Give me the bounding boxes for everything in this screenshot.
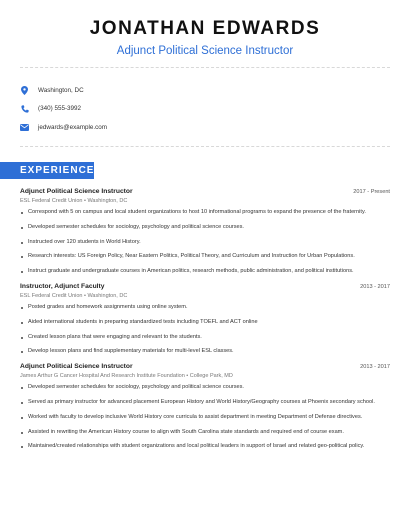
- contact-email[interactable]: [20, 118, 107, 136]
- bullet-item: Correspond with 5 on campus and local student organizations to host 10 informational programs to expand the presence of the fraternity.: [20, 209, 390, 217]
- contact-block: [20, 81, 107, 137]
- job-header: [20, 363, 390, 370]
- job-header: [20, 188, 390, 195]
- job-organization: ESL Federal Credit Union • Washington, DC: [20, 198, 128, 204]
- job-title: Instructor, Adjunct Faculty: [20, 282, 105, 290]
- job-title: Adjunct Political Science Instructor: [20, 363, 133, 371]
- phone-icon: [20, 104, 29, 113]
- bullet-item: Research interests: US Foreign Policy, Near Eastern Politics, Political Theory, and Curriculum and Instruction for Urban Populations.: [20, 253, 390, 261]
- bullet-item: Served as primary instructor for advanced placement European History and World History/Geography courses at Phoenix secondary school.: [20, 399, 390, 407]
- bullet-item: Worked with faculty to develop inclusive World History core curricula to assist department in meeting Department of Defense directives.: [20, 414, 390, 422]
- job-organization: James Arthur G Cancer Hospital And Research Institute Foundation • College Park, MD: [20, 373, 233, 380]
- bullet-item: Instructed over 120 students in World History.: [20, 239, 390, 247]
- location-text: Washington, DC: [38, 86, 84, 94]
- email-text[interactable]: jedwards@example.com: [38, 123, 108, 131]
- bullet-item: Instruct graduate and undergraduate courses in American politics, research methods, public administration, and political institutions.: [20, 268, 390, 276]
- job-dates: 2013 - 2017: [360, 283, 390, 290]
- contact-divider: [20, 146, 390, 147]
- job-entry: [20, 283, 390, 356]
- job-dates: 2017 - Present: [353, 189, 390, 195]
- resume-header: [0, 0, 410, 58]
- job-title: Adjunct Political Science Instructor: [20, 188, 133, 195]
- bullet-item: Aided international students in preparing standardized tests including TOEFL and ACT online: [20, 319, 390, 327]
- experience-heading: EXPERIENCE: [20, 165, 95, 176]
- job-bullets: [20, 209, 390, 276]
- candidate-name: JONATHAN EDWARDS: [89, 18, 321, 39]
- contact-phone: [20, 100, 107, 118]
- phone-text: (340) 555-3992: [38, 105, 82, 112]
- candidate-title: Adjunct Political Science Instructor: [116, 45, 294, 57]
- bullet-item: Assisted in rewriting the American History course to align with South Carolina state standards and required end of course exam.: [20, 429, 390, 437]
- experience-list: [20, 188, 390, 458]
- bullet-item: Maintained/created relationships with student organizations and local political leaders in support of Israel and related geo-political policy.: [20, 443, 390, 451]
- header-divider: [20, 67, 390, 68]
- bullet-item: Created lesson plans that were engaging and relevant to the students.: [20, 334, 390, 342]
- envelope-icon: [20, 123, 29, 132]
- bullet-item: Developed semester schedules for sociology, psychology and political science courses.: [20, 224, 390, 232]
- bullet-item: Develop lesson plans and find supplementary materials for multi-level ESL classes.: [20, 348, 390, 356]
- bullet-item: Developed semester schedules for sociology, psychology and political science courses.: [20, 384, 390, 392]
- job-header: [20, 283, 390, 290]
- job-dates: 2013 - 2017: [360, 364, 390, 371]
- job-organization: ESL Federal Credit Union • Washington, DC: [20, 292, 128, 299]
- job-bullets: [20, 384, 390, 451]
- map-pin-icon: [20, 86, 29, 95]
- bullet-item: Posted grades and homework assignments using online system.: [20, 304, 390, 312]
- job-entry: [20, 188, 390, 276]
- contact-location: [20, 81, 107, 99]
- job-bullets: [20, 304, 390, 356]
- job-entry: [20, 363, 390, 451]
